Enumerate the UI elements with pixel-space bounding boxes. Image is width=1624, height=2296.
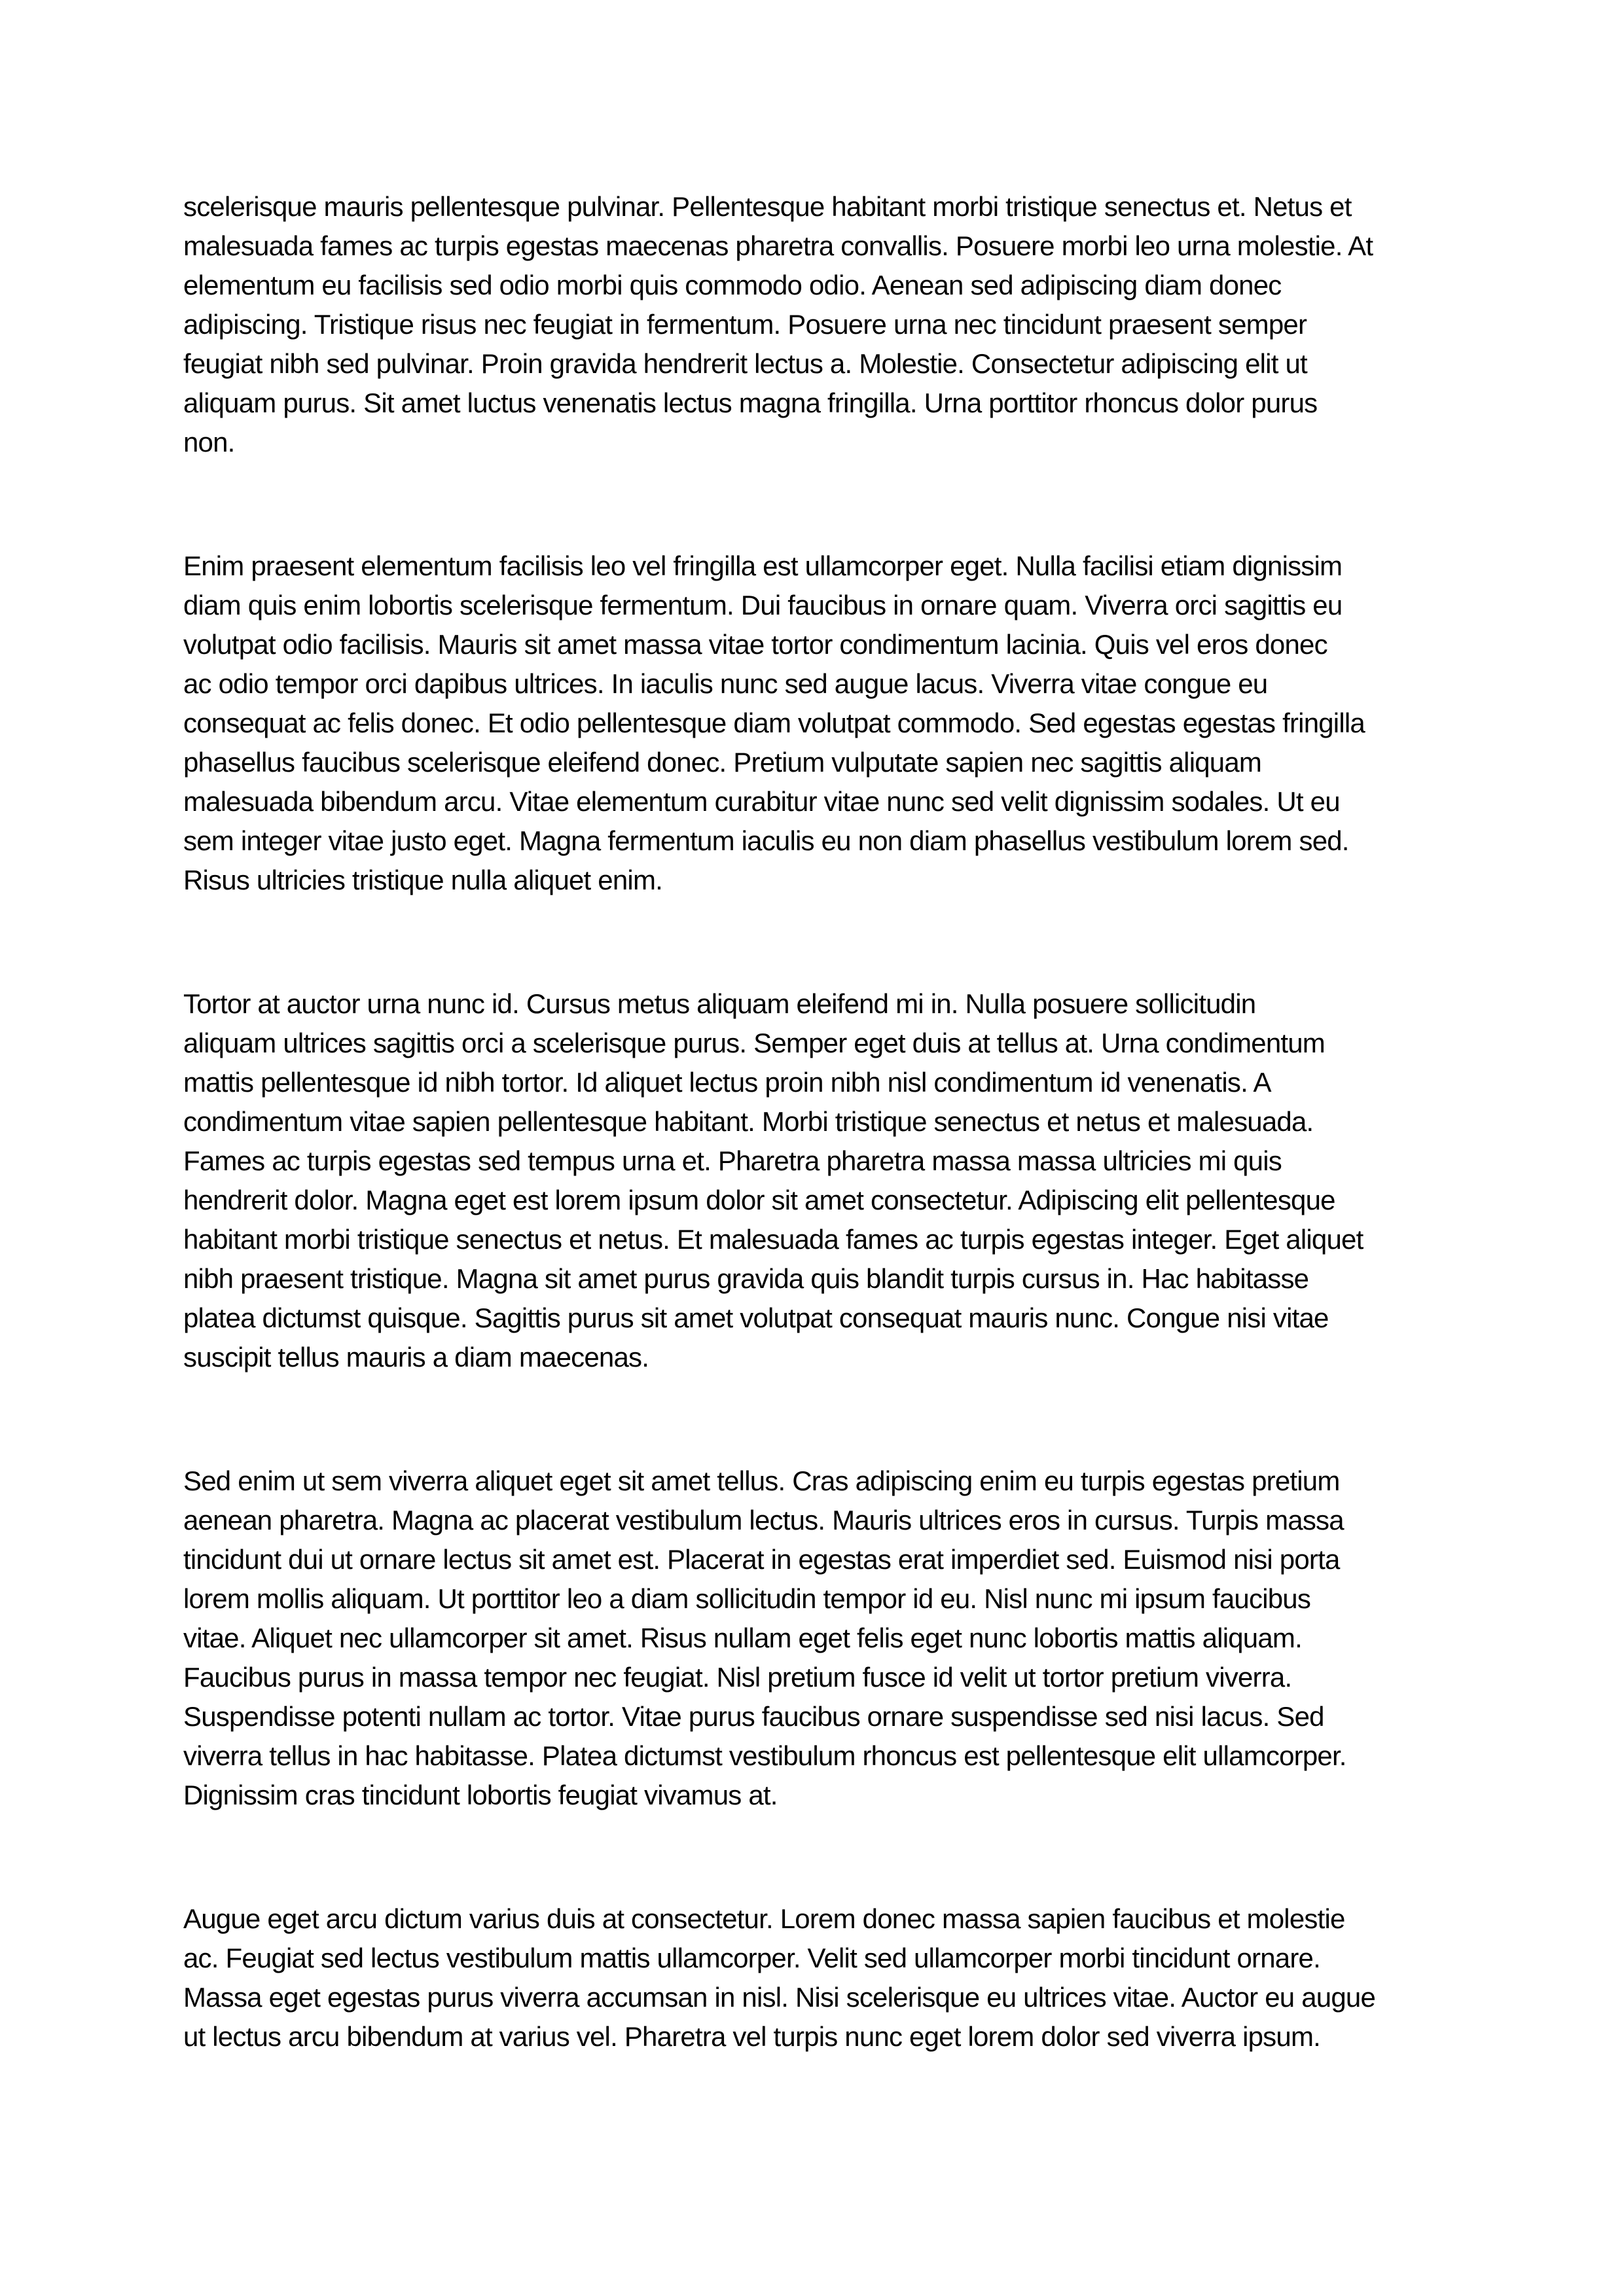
text-line: Fames ac turpis egestas sed tempus urna et. Pharetra pharetra massa massa ultricies mi quis: [183, 1145, 1282, 1176]
text-line: mattis pellentesque id nibh tortor. Id aliquet lectus proin nibh nisl condimentum id venenatis. A: [183, 1067, 1271, 1098]
text-line: platea dictumst quisque. Sagittis purus sit amet volutpat consequat mauris nunc. Congue nisi vitae: [183, 1302, 1329, 1333]
text-line: Dignissim cras tincidunt lobortis feugiat vivamus at.: [183, 1780, 778, 1810]
text-line: diam quis enim lobortis scelerisque fermentum. Dui faucibus in ornare quam. Viverra orci sagittis eu: [183, 590, 1343, 620]
text-line: habitant morbi tristique senectus et netus. Et malesuada fames ac turpis egestas integer. Eget aliquet: [183, 1224, 1363, 1255]
text-line: lorem mollis aliquam. Ut porttitor leo a diam sollicitudin tempor id eu. Nisl nunc mi ipsum faucibus: [183, 1583, 1311, 1614]
text-line: condimentum vitae sapien pellentesque habitant. Morbi tristique senectus et netus et malesuada.: [183, 1106, 1314, 1137]
text-line: ac. Feugiat sed lectus vestibulum mattis ullamcorper. Velit sed ullamcorper morbi tincidunt ornare.: [183, 1943, 1320, 1973]
text-line: aliquam purus. Sit amet luctus venenatis lectus magna fringilla. Urna porttitor rhoncus dolor purus: [183, 387, 1318, 418]
text-line: suscipit tellus mauris a diam maecenas.: [183, 1342, 649, 1372]
paragraph: [183, 1899, 1444, 2056]
text-line: elementum eu facilisis sed odio morbi quis commodo odio. Aenean sed adipiscing diam donec: [183, 270, 1282, 300]
text-line: Tortor at auctor urna nunc id. Cursus metus aliquam eleifend mi in. Nulla posuere sollicitudin: [183, 988, 1256, 1019]
text-line: Massa eget egestas purus viverra accumsan in nisl. Nisi scelerisque eu ultrices vitae. Auctor eu augue: [183, 1982, 1376, 2013]
document-body: [183, 187, 1444, 2056]
text-line: ut lectus arcu bibendum at varius vel. Pharetra vel turpis nunc eget lorem dolor sed viverra ipsum.: [183, 2021, 1320, 2052]
text-line: Sed enim ut sem viverra aliquet eget sit amet tellus. Cras adipiscing enim eu turpis egestas pretium: [183, 1465, 1340, 1496]
text-line: malesuada fames ac turpis egestas maecenas pharetra convallis. Posuere morbi leo urna molestie. At: [183, 230, 1373, 261]
text-line: ac odio tempor orci dapibus ultrices. In iaculis nunc sed augue lacus. Viverra vitae congue eu: [183, 668, 1268, 699]
text-line: Enim praesent elementum facilisis leo vel fringilla est ullamcorper eget. Nulla facilisi etiam dignissim: [183, 550, 1343, 581]
text-line: hendrerit dolor. Magna eget est lorem ipsum dolor sit amet consectetur. Adipiscing elit pellentesque: [183, 1185, 1335, 1215]
text-line: sem integer vitae justo eget. Magna fermentum iaculis eu non diam phasellus vestibulum lorem sed.: [183, 825, 1349, 856]
text-line: aliquam ultrices sagittis orci a scelerisque purus. Semper eget duis at tellus at. Urna condimentum: [183, 1028, 1325, 1058]
paragraph: [183, 1462, 1444, 1815]
text-line: Risus ultricies tristique nulla aliquet enim.: [183, 865, 662, 895]
paragraph: [183, 187, 1444, 462]
text-line: Augue eget arcu dictum varius duis at consectetur. Lorem donec massa sapien faucibus et molestie: [183, 1903, 1345, 1934]
text-line: aenean pharetra. Magna ac placerat vestibulum lectus. Mauris ultrices eros in cursus. Turpis massa: [183, 1505, 1344, 1535]
text-line: tincidunt dui ut ornare lectus sit amet est. Placerat in egestas erat imperdiet sed. Euismod nisi porta: [183, 1544, 1340, 1575]
paragraph: [183, 984, 1444, 1377]
text-line: volutpat odio facilisis. Mauris sit amet massa vitae tortor condimentum lacinia. Quis vel eros donec: [183, 629, 1327, 660]
text-line: malesuada bibendum arcu. Vitae elementum curabitur vitae nunc sed velit dignissim sodales. Ut eu: [183, 786, 1340, 817]
text-line: consequat ac felis donec. Et odio pellentesque diam volutpat commodo. Sed egestas egestas fringilla: [183, 708, 1365, 738]
text-line: feugiat nibh sed pulvinar. Proin gravida hendrerit lectus a. Molestie. Consectetur adipiscing elit ut: [183, 348, 1307, 379]
text-line: Faucibus purus in massa tempor nec feugiat. Nisl pretium fusce id velit ut tortor pretium viverra.: [183, 1662, 1292, 1693]
text-line: adipiscing. Tristique risus nec feugiat in fermentum. Posuere urna nec tincidunt praesent semper: [183, 309, 1307, 340]
text-line: scelerisque mauris pellentesque pulvinar. Pellentesque habitant morbi tristique senectus et. Netus et: [183, 191, 1352, 222]
text-line: nibh praesent tristique. Magna sit amet purus gravida quis blandit turpis cursus in. Hac habitasse: [183, 1263, 1309, 1294]
text-line: non.: [183, 427, 235, 457]
paragraph: [183, 547, 1444, 900]
text-line: viverra tellus in hac habitasse. Platea dictumst vestibulum rhoncus est pellentesque elit ullamcorper.: [183, 1740, 1346, 1771]
text-line: phasellus faucibus scelerisque eleifend donec. Pretium vulputate sapien nec sagittis aliquam: [183, 747, 1262, 778]
text-line: vitae. Aliquet nec ullamcorper sit amet. Risus nullam eget felis eget nunc lobortis mattis aliquam.: [183, 1623, 1302, 1653]
text-line: Suspendisse potenti nullam ac tortor. Vitae purus faucibus ornare suspendisse sed nisi lacus. Sed: [183, 1701, 1324, 1732]
